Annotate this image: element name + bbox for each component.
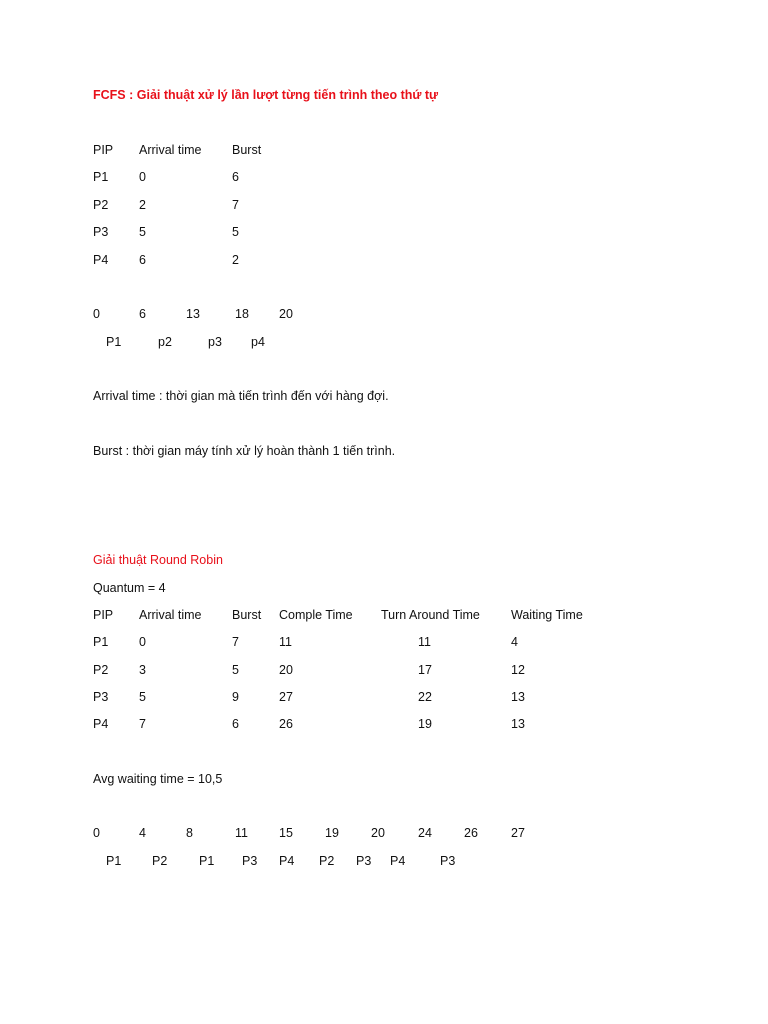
rr-header-complete: Comple Time [279,608,353,622]
rr-timeline-proc: P2 [319,854,335,868]
rr-header-pip: PIP [93,608,114,622]
rr-cell: 3 [139,663,146,677]
fcfs-cell: 6 [139,253,146,267]
rr-cell: 4 [511,635,518,649]
rr-timeline-proc: P4 [279,854,295,868]
fcfs-timeline-time: 13 [186,307,200,321]
rr-cell: P4 [93,717,109,731]
rr-timeline-proc: P3 [242,854,258,868]
rr-cell: 9 [232,690,239,704]
rr-timeline-time: 20 [371,826,385,840]
fcfs-cell: P2 [93,198,109,212]
rr-timeline-proc: P1 [199,854,215,868]
fcfs-timeline-time: 6 [139,307,146,321]
rr-quantum: Quantum = 4 [93,581,166,595]
avg-waiting-time: Avg waiting time = 10,5 [93,772,223,786]
rr-cell: 12 [511,663,525,677]
rr-cell: P3 [93,690,109,704]
rr-cell: 7 [232,635,239,649]
rr-timeline-time: 0 [93,826,100,840]
rr-cell: 13 [511,717,525,731]
fcfs-timeline-time: 20 [279,307,293,321]
fcfs-cell: 7 [232,198,239,212]
rr-timeline-proc: P2 [152,854,168,868]
fcfs-cell: 5 [232,225,239,239]
rr-header-waiting: Waiting Time [511,608,583,622]
fcfs-header-arrival: Arrival time [139,143,202,157]
fcfs-cell: P4 [93,253,109,267]
rr-cell: 20 [279,663,293,677]
rr-cell: 11 [279,635,292,649]
rr-timeline-time: 24 [418,826,432,840]
rr-timeline-proc: P4 [390,854,406,868]
fcfs-title: FCFS : Giải thuật xử lý lần lượt từng tiến trình theo thứ tự [93,88,439,102]
fcfs-cell: 0 [139,170,146,184]
fcfs-timeline-time: 18 [235,307,249,321]
rr-cell: 5 [139,690,146,704]
rr-cell: 27 [279,690,293,704]
rr-timeline-time: 19 [325,826,339,840]
rr-timeline-proc: P3 [356,854,372,868]
rr-timeline-time: 27 [511,826,525,840]
fcfs-cell: 5 [139,225,146,239]
rr-cell: 22 [418,690,432,704]
burst-definition: Burst : thời gian máy tính xử lý hoàn thành 1 tiến trình. [93,444,396,458]
rr-cell: 13 [511,690,525,704]
rr-cell: 0 [139,635,146,649]
fcfs-header-burst: Burst [232,143,262,157]
fcfs-cell: 2 [232,253,239,267]
rr-header-turnaround: Turn Around Time [381,608,480,622]
rr-timeline-proc: P1 [106,854,122,868]
rr-cell: 5 [232,663,239,677]
fcfs-timeline-proc: p3 [208,335,222,349]
fcfs-timeline-proc: P1 [106,335,122,349]
rr-timeline-time: 26 [464,826,478,840]
rr-cell: 6 [232,717,239,731]
rr-cell: 26 [279,717,293,731]
arrival-time-definition: Arrival time : thời gian mà tiến trình đến với hàng đợi. [93,389,389,403]
fcfs-timeline-proc: p4 [251,335,265,349]
rr-cell: 7 [139,717,146,731]
rr-header-burst: Burst [232,608,262,622]
rr-title: Giải thuật Round Robin [93,553,223,567]
fcfs-cell: 6 [232,170,239,184]
fcfs-header-pip: PIP [93,143,114,157]
rr-timeline-time: 4 [139,826,146,840]
rr-timeline-time: 11 [235,826,248,840]
fcfs-cell: 2 [139,198,146,212]
rr-cell: 17 [418,663,432,677]
fcfs-cell: P1 [93,170,109,184]
rr-header-arrival: Arrival time [139,608,202,622]
rr-cell: P2 [93,663,109,677]
fcfs-timeline-time: 0 [93,307,100,321]
rr-timeline-proc: P3 [440,854,456,868]
rr-cell: P1 [93,635,109,649]
rr-cell: 11 [418,635,431,649]
rr-timeline-time: 15 [279,826,293,840]
fcfs-timeline-proc: p2 [158,335,172,349]
rr-cell: 19 [418,717,432,731]
rr-timeline-time: 8 [186,826,193,840]
fcfs-cell: P3 [93,225,109,239]
